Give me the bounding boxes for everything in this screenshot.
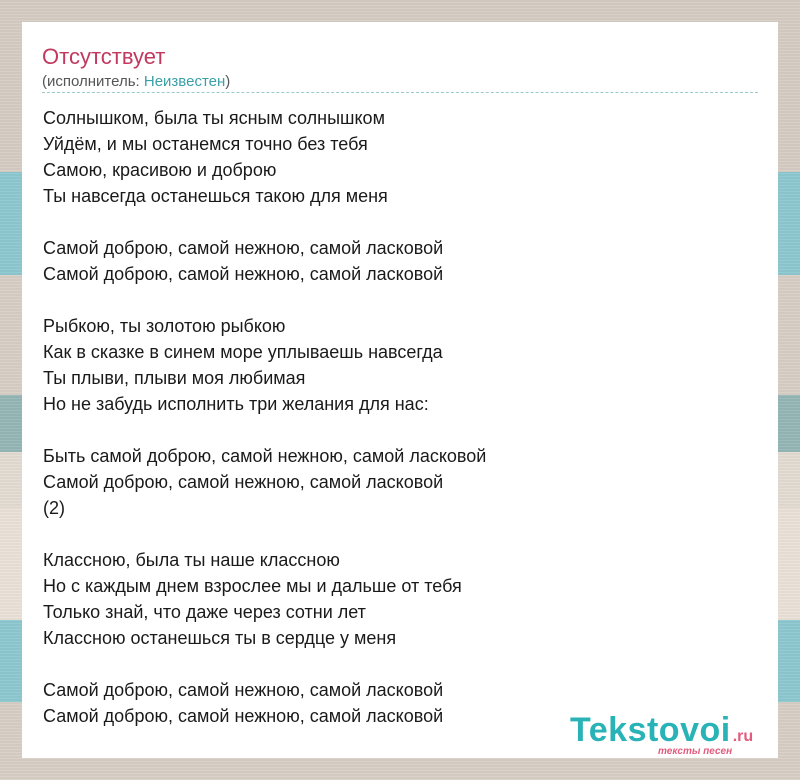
artist-line — [42, 73, 230, 91]
lyrics-line: Уйдём, и мы останемся точно без тебя — [43, 134, 368, 154]
lyrics-verse — [43, 443, 743, 521]
lyrics-line: Ты навсегда останешься такою для меня — [43, 186, 388, 206]
lyrics-line: Классною, была ты наше классною — [43, 550, 340, 570]
lyrics-line: Рыбкою, ты золотою рыбкою — [43, 316, 286, 336]
lyrics-line: Самою, красивою и доброю — [43, 160, 277, 180]
lyrics-line: Самой доброю, самой нежною, самой ласковой — [43, 706, 444, 726]
lyrics-line: Быть самой доброю, самой нежною, самой ласковой — [43, 446, 487, 466]
lyrics-line: Самой доброю, самой нежною, самой ласковой — [43, 264, 444, 284]
lyrics-line: Как в сказке в синем море уплываешь навсегда — [43, 342, 443, 362]
logo-tagline: тексты песен — [658, 746, 733, 757]
logo-domain: .ru — [732, 728, 754, 745]
site-logo[interactable] — [570, 712, 775, 756]
song-title: Отсутствует — [42, 44, 166, 69]
lyrics-body — [43, 105, 743, 729]
lyrics-card — [22, 22, 778, 758]
lyrics-verse — [43, 547, 743, 651]
lyrics-line: Самой доброю, самой нежною, самой ласковой — [43, 238, 444, 258]
title-divider — [42, 92, 758, 93]
lyrics-line: Солнышком, была ты ясным солнышком — [43, 108, 385, 128]
lyrics-line: (2) — [43, 498, 65, 518]
artist-link[interactable]: Неизвестен — [143, 73, 226, 90]
lyrics-line: Ты плыви, плыви моя любимая — [43, 368, 306, 388]
artist-prefix: (исполнитель: — [42, 73, 144, 90]
logo-wordmark: Tekstovoi — [570, 711, 731, 749]
lyrics-line: Классною останешься ты в сердце у меня — [43, 628, 397, 648]
lyrics-verse — [43, 235, 743, 287]
lyrics-verse — [43, 313, 743, 417]
artist-suffix: ) — [225, 73, 231, 90]
lyrics-line: Самой доброю, самой нежною, самой ласковой — [43, 680, 444, 700]
lyrics-line: Но не забудь исполнить три желания для нас: — [43, 394, 429, 414]
lyrics-line: Только знай, что даже через сотни лет — [43, 602, 366, 622]
lyrics-line: Но с каждым днем взрослее мы и дальше от тебя — [43, 576, 462, 596]
lyrics-line: Самой доброю, самой нежною, самой ласковой — [43, 472, 444, 492]
lyrics-verse — [43, 105, 743, 209]
